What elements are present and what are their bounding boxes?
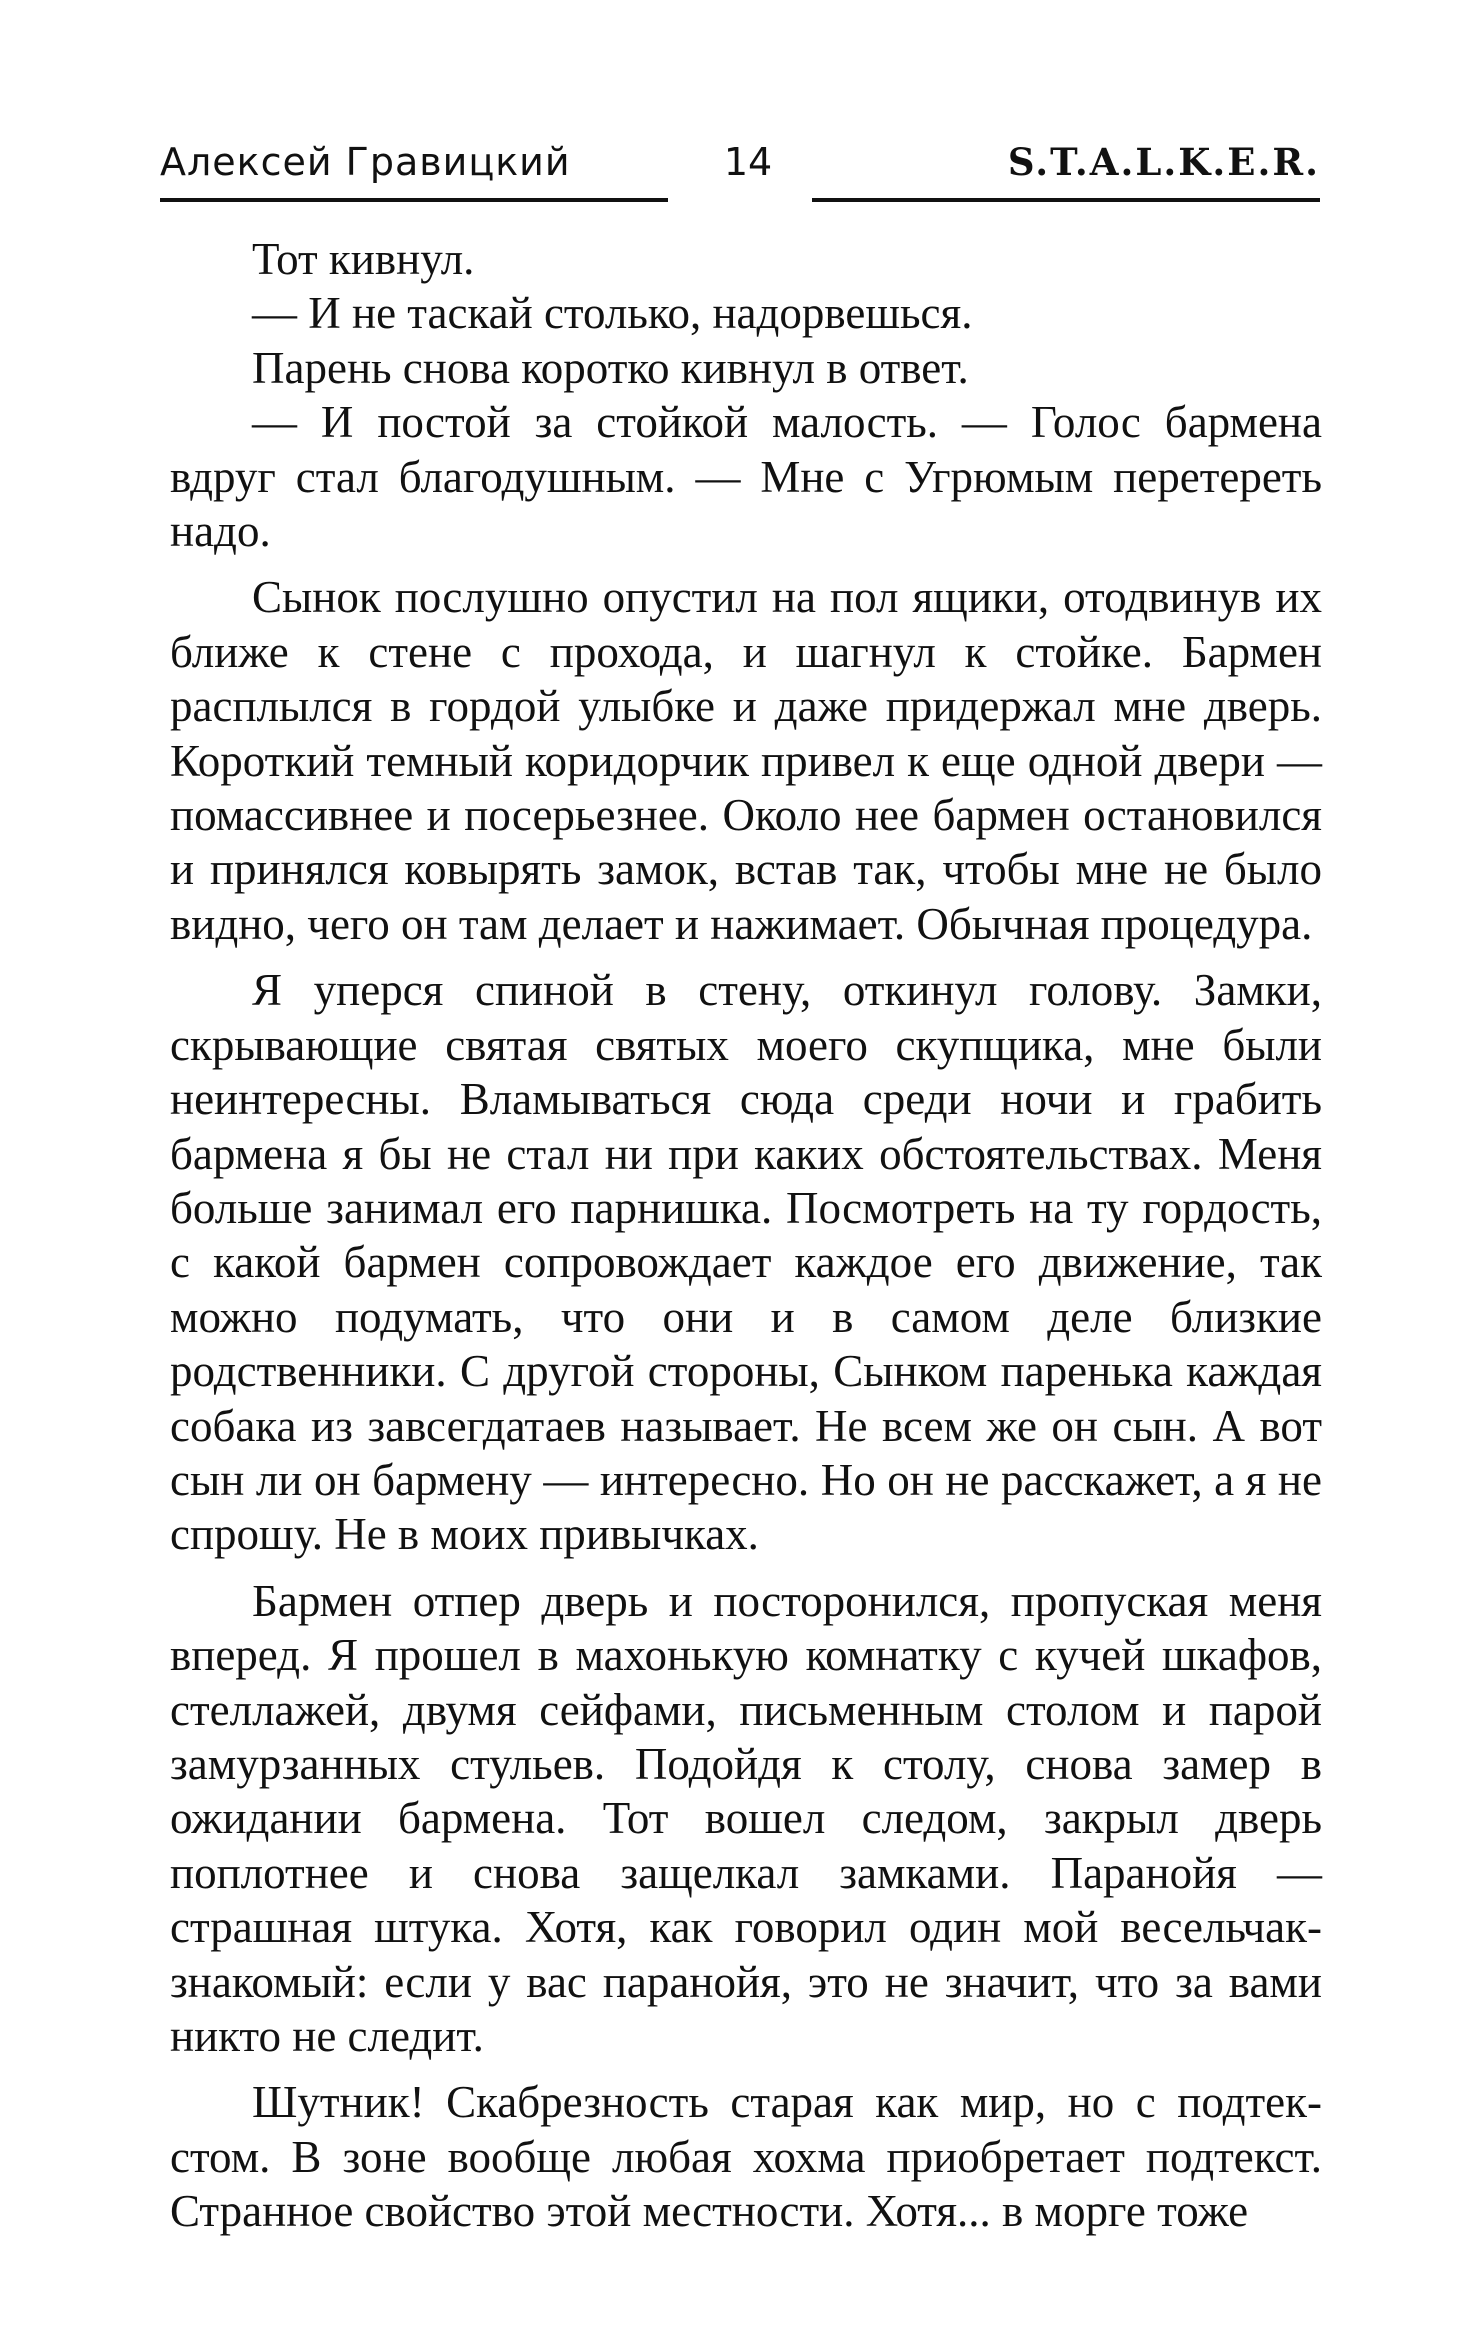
paragraph: Тот кивнул. bbox=[252, 234, 475, 284]
header-rule-right bbox=[812, 198, 1320, 202]
running-head bbox=[160, 138, 1320, 202]
paragraph: — И постой за стойкой малость. — Голос бармена вдруг стал благодушным. — Мне с Угрюмым перетереть надо. bbox=[170, 397, 1322, 557]
page-number: 14 bbox=[723, 140, 773, 184]
running-head-author: Алексей Гравицкий bbox=[160, 140, 571, 184]
running-head-series: S.T.A.L.K.E.R. bbox=[1007, 140, 1320, 184]
paragraph: Шутник! Скабрезность старая как мир, но с подтекстом. В зоне вообще любая хохма приобретает подтекст. Странное свойство этой местности. Хотя... в морге тоже bbox=[170, 2077, 1322, 2237]
header-rule-left bbox=[160, 198, 668, 202]
paragraph: — И не таскай столько, надорвешься. bbox=[252, 288, 973, 339]
paragraph: Я уперся спиной в стену, откинул голову. Замки, скрывающие святая святых моего скупщика, мне были неинтересны. Вламываться сюда среди ночи и грабить бармена я бы не стал ни при каких обстоятельствах. Меня больше занимал его парнишка. Посмотреть на ту гордость, с какой бармен сопровождает каждое его движение, так можно подумать, что они и в самом деле близкие родственники. С другой стороны, Сынком паренька каждая собака из завсегдатаев называет. Не всем же он сын. А вот сын ли он бармену — интересно. Но он не расскажет, а я не спрошу. Не в моих привычках. bbox=[170, 965, 1322, 1560]
body-text bbox=[170, 232, 1322, 2239]
paragraph: Парень снова коротко кивнул в ответ. bbox=[252, 342, 969, 393]
paragraph: Бармен отпер дверь и посторонился, пропуская меня вперед. Я прошел в махонькую комнатку с кучей шкафов, стеллажей, двумя сейфами, письменным столом и парой замурзанных стульев. Подойдя к столу, снова замер в ожидании бармена. Тот вошел следом, закрыл дверь поплотнее и снова защелкал замками. Паранойя — страшная штука. Хотя, как говорил один мой весельчак-знакомый: если у вас паранойя, это не значит, что за вами никто не следит. bbox=[170, 1575, 1322, 2061]
paragraph: Сынок послушно опустил на пол ящики, отодвинув их ближе к стене с прохода, и шагнул к стойке. Бармен расплылся в гордой улыбке и даже придержал мне дверь. Короткий темный коридорчик привел к еще одной двери — помассивнее и посерьезнее. Около нее бармен остановился и принялся ковырять замок, встав так, чтобы мне не было видно, чего он там делает и нажимает. Обычная процедура. bbox=[170, 572, 1322, 949]
